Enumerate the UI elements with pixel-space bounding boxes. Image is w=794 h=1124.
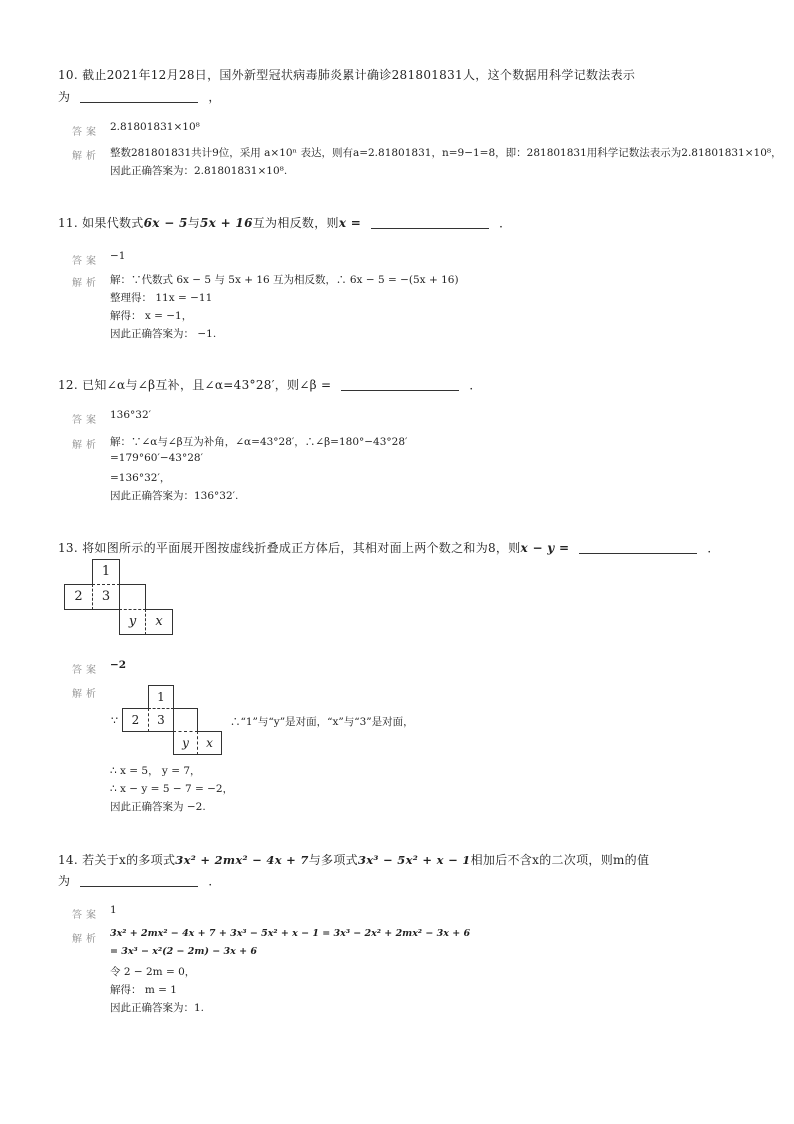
q11-answer-blank[interactable] <box>371 216 489 229</box>
q14-stem-line1 <box>58 851 649 868</box>
q14-analysis-label: 解析 <box>72 934 100 945</box>
q10-answer-value: 2.81801831×10⁸ <box>110 121 200 133</box>
q14-stem-part3: 相加后不含x的二次项，则m的值 <box>470 853 650 867</box>
q14-answer-label: 答案 <box>72 910 100 921</box>
q14-stem-prefix: 为 <box>58 874 71 888</box>
q10-stem-line1: 10. 截止2021年12月28日，国外新型冠状病毒肺炎累计确诊281801831人，这个数据用科学记数法表示 <box>58 68 636 82</box>
q13-stem-text: 13. 将如图所示的平面展开图按虚线折叠成正方体后，其相对面上两个数之和为8，则 <box>58 541 521 555</box>
q12-analysis-label: 解析 <box>72 440 100 451</box>
net-cell-2: 2 <box>64 584 93 610</box>
q11-stem-tail: ． <box>499 216 512 230</box>
q11-answer-label: 答案 <box>72 256 100 267</box>
analysis-net-cell-3: 3 <box>148 708 174 732</box>
analysis-net-cell-y: y <box>173 731 198 755</box>
q14-analysis-line5: 因此正确答案为：1. <box>110 1002 205 1014</box>
q11-stem <box>58 214 511 231</box>
q14-answer-blank[interactable] <box>80 874 198 887</box>
q14-answer-value: 1 <box>110 904 117 916</box>
q11-stem-part2: 与 <box>187 216 200 230</box>
q12-stem-tail: ． <box>469 378 482 392</box>
q11-analysis-label: 解析 <box>72 278 100 289</box>
q13-analysis-net-figure <box>122 685 232 757</box>
q14-stem-part2: 与多项式 <box>308 853 358 867</box>
q12-analysis-line2: =179°60′−43°28′ <box>110 452 203 464</box>
q13-analysis-side-text: ∴“1”与“y”是对面，“x”与“3”是对面， <box>230 716 414 728</box>
q14-expr2: 3x³ − 5x² + x − 1 <box>357 853 471 867</box>
q13-analysis-line2: ∴ x = 5， y = 7， <box>110 765 201 777</box>
q13-answer-blank[interactable] <box>579 541 697 554</box>
q13-stem <box>58 539 720 556</box>
q11-stem-part3: 互为相反数，则 <box>252 216 339 230</box>
q12-stem-text: 12. 已知∠α与∠β互补，且∠α=43°28′，则∠β = <box>58 378 332 392</box>
q10-analysis-line2: 因此正确答案为：2.81801831×10⁸. <box>110 165 288 177</box>
q12-answer-blank[interactable] <box>341 378 459 391</box>
analysis-net-cell-blank <box>173 708 198 732</box>
q11-stem-part1: 11. 如果代数式 <box>58 216 144 230</box>
q14-analysis-line4: 解得： m = 1 <box>110 984 177 996</box>
q12-answer-label: 答案 <box>72 415 100 426</box>
q14-stem-suffix: ． <box>208 874 221 888</box>
net-cell-1: 1 <box>92 559 120 585</box>
q11-answer-value: −1 <box>110 250 126 262</box>
analysis-net-cell-2: 2 <box>122 708 149 732</box>
analysis-net-cell-x: x <box>197 731 222 755</box>
q14-stem-part1: 14. 若关于x的多项式 <box>58 853 176 867</box>
q11-analysis-line1: 解：∵代数式 6x − 5 与 5x + 16 互为相反数，∴ 6x − 5 = −(5x + 16) <box>110 274 459 286</box>
analysis-net-cell-1: 1 <box>148 685 174 709</box>
q13-because-symbol: ∵ <box>111 714 118 727</box>
q14-analysis-line3: 令 2 − 2m = 0， <box>110 966 196 978</box>
q12-analysis-line1: 解：∵∠α与∠β互为补角，∠α=43°28′，∴∠β=180°−43°28′ <box>110 436 408 448</box>
q14-expr1: 3x² + 2mx² − 4x + 7 <box>175 853 309 867</box>
q11-expr1: 6x − 5 <box>143 216 188 230</box>
q11-analysis-line2: 整理得： 11x = −11 <box>110 292 213 304</box>
q13-analysis-label: 解析 <box>72 689 100 700</box>
q10-answer-label: 答案 <box>72 127 100 138</box>
q10-stem-prefix: 为 <box>58 90 71 104</box>
net-cell-y: y <box>119 609 146 635</box>
q12-analysis-line3: =136°32′， <box>110 472 171 484</box>
q13-analysis-line3: ∴ x − y = 5 − 7 = −2， <box>110 783 234 795</box>
net-cell-blank <box>119 584 146 610</box>
q14-analysis-line2: = 3x³ − x²(2 − 2m) − 3x + 6 <box>110 946 257 957</box>
q11-expr2: 5x + 16 <box>200 216 253 230</box>
q13-expr: x − y = <box>520 541 570 555</box>
q10-answer-blank[interactable] <box>80 90 198 103</box>
q13-analysis-line4: 因此正确答案为 −2. <box>110 801 206 813</box>
net-cell-3: 3 <box>92 584 120 610</box>
q10-analysis-line1: 整数281801831共计9位，采用 a×10ⁿ 表达，则有a=2.81801831，n=9−1=8，即：281801831用科学记数法表示为2.81801831×10⁸， <box>110 147 782 159</box>
q13-stem-tail: ． <box>707 541 720 555</box>
q10-analysis-label: 解析 <box>72 151 100 162</box>
q10-stem-line2 <box>58 88 221 105</box>
q14-analysis-line1: 3x² + 2mx² − 4x + 7 + 3x³ − 5x² + x − 1 = 3x³ − 2x² + 2mx² − 3x + 6 <box>110 928 471 939</box>
q13-cube-net-figure <box>64 559 184 639</box>
q14-stem-line2 <box>58 872 221 889</box>
q12-answer-value: 136°32′ <box>110 409 152 421</box>
q10-stem-suffix: ， <box>208 90 221 104</box>
q12-analysis-line4: 因此正确答案为：136°32′. <box>110 490 239 502</box>
net-cell-x: x <box>145 609 173 635</box>
q13-answer-value: −2 <box>110 659 127 671</box>
q12-stem <box>58 376 482 393</box>
q11-analysis-line3: 解得： x = −1， <box>110 310 193 322</box>
q11-analysis-line4: 因此正确答案为： −1. <box>110 328 217 340</box>
q11-expr3: x = <box>338 216 362 230</box>
q13-answer-label: 答案 <box>72 665 100 676</box>
